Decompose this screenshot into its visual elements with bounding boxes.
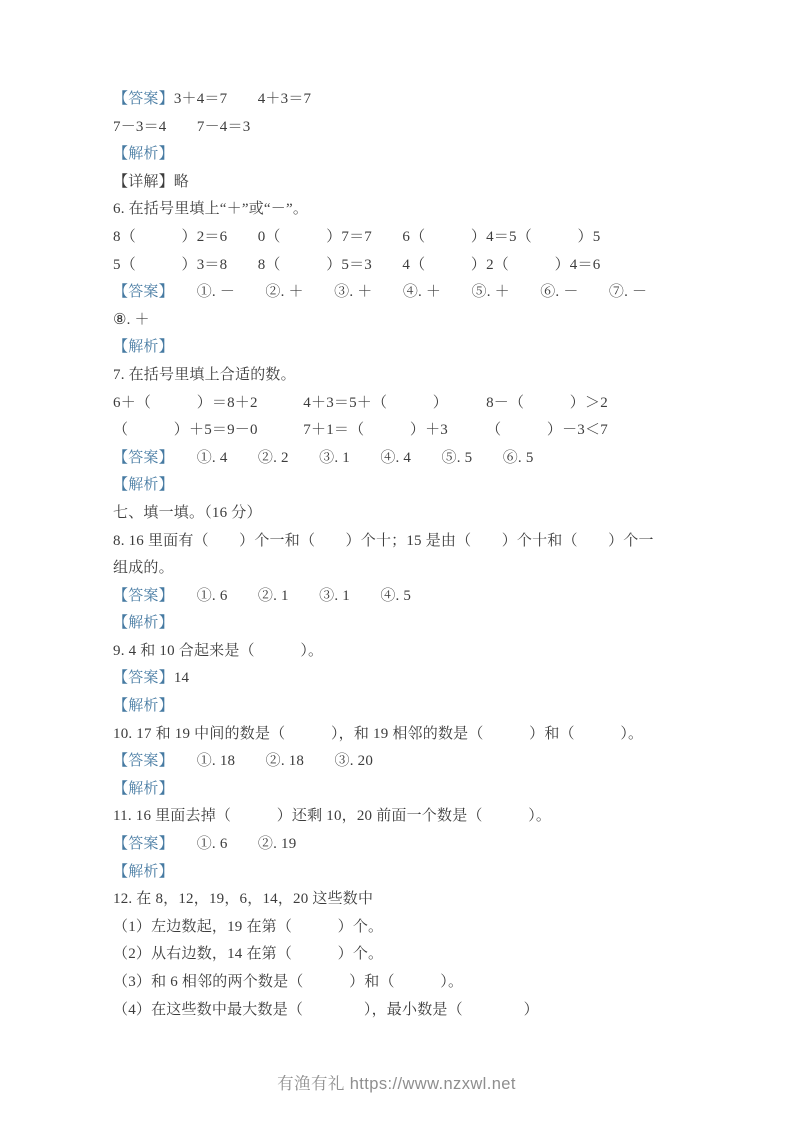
- text-line: [113, 638, 713, 666]
- text-line: [113, 445, 713, 473]
- text-segment: 3＋4＝7 4＋3＝7: [173, 91, 312, 107]
- text-line: [113, 500, 713, 528]
- text-line: [113, 665, 713, 693]
- text-line: [113, 334, 713, 362]
- text-segment: ①. 4 ②. 2 ③. 1 ④. 4 ⑤. 5 ⑥. 5: [166, 449, 534, 466]
- text-line: [113, 86, 713, 114]
- text-segment: 11. 16 里面去掉（ ）还剩 10，20 前面一个数是（ ）。: [113, 808, 552, 825]
- text-line: [113, 969, 713, 997]
- text-segment: 组成的。: [113, 560, 174, 577]
- text-segment: （ ）＋5＝9－0 7＋1＝（ ）＋3 （ ）－3＜7: [113, 422, 608, 439]
- bracket-label: 【解析】: [113, 339, 174, 356]
- text-line: [113, 169, 713, 197]
- text-segment: 9. 4 和 10 合起来是（ ）。: [113, 642, 324, 659]
- text-line: [113, 417, 713, 445]
- text-segment: （1）左边数起，19 在第（ ）个。: [113, 918, 384, 935]
- text-line: [113, 831, 713, 859]
- text-segment: 7. 在括号里填上合适的数。: [113, 366, 296, 383]
- text-line: [113, 279, 713, 307]
- text-segment: 【详解】略: [113, 173, 190, 190]
- text-segment: 10. 17 和 19 中间的数是（ ），和 19 相邻的数是（ ）和（ ）。: [113, 725, 644, 742]
- text-line: [113, 748, 713, 776]
- text-line: [113, 362, 713, 390]
- bracket-label: 【答案】: [113, 836, 167, 853]
- bracket-label: 【答案】: [113, 670, 174, 687]
- text-segment: 6. 在括号里填上“＋”或“－”。: [113, 201, 309, 218]
- bracket-label: 【解析】: [113, 863, 174, 880]
- text-line: [113, 886, 713, 914]
- text-line: [113, 114, 713, 142]
- text-segment: 14: [173, 670, 190, 687]
- text-line: [113, 693, 713, 721]
- bracket-label: 【答案】: [113, 587, 167, 604]
- text-segment: （4）在这些数中最大数是（ ），最小数是（ ）: [113, 1001, 539, 1018]
- bracket-label: 【答案】: [113, 449, 167, 466]
- text-segment: 5（ ）3＝8 8（ ）5＝3 4（ ）2（ ）4＝6: [113, 256, 601, 273]
- text-segment: 8. 16 里面有（ ）个一和（ ）个十；15 是由（ ）个十和（ ）个一: [113, 532, 654, 549]
- text-line: [113, 914, 713, 942]
- text-line: [113, 610, 713, 638]
- text-line: [113, 224, 713, 252]
- text-line: [113, 555, 713, 583]
- text-line: [113, 721, 713, 749]
- text-line: [113, 196, 713, 224]
- text-segment: 6＋（ ）＝8＋2 4＋3＝5＋（ ） 8－（ ）＞2: [113, 394, 608, 411]
- text-segment: ①. 6 ②. 1 ③. 1 ④. 5: [166, 587, 412, 604]
- text-segment: （3）和 6 相邻的两个数是（ ）和（ ）。: [113, 974, 464, 990]
- text-segment: ①. 6 ②. 19: [166, 836, 297, 853]
- text-segment: ①. 18 ②. 18 ③. 20: [166, 753, 374, 770]
- footer-text: 有渔有礼 https://www.nzxwl.net: [277, 1075, 516, 1093]
- text-line: [113, 252, 713, 280]
- text-line: [113, 997, 713, 1025]
- text-segment: 8（ ）2＝6 0（ ）7＝7 6（ ）4＝5（ ）5: [113, 228, 601, 245]
- text-line: [113, 859, 713, 887]
- text-line: [113, 307, 713, 335]
- text-segment: 12. 在 8，12，19，6，14，20 这些数中: [113, 891, 374, 908]
- bracket-label: 【解析】: [113, 477, 174, 494]
- text-line: [113, 472, 713, 500]
- bracket-label: 【答案】: [113, 284, 167, 301]
- text-segment: ⑧. ＋: [113, 311, 150, 328]
- bracket-label: 【解析】: [113, 146, 174, 163]
- text-segment: ①. － ②. ＋ ③. ＋ ④. ＋ ⑤. ＋ ⑥. － ⑦. －: [166, 284, 648, 301]
- text-line: [113, 141, 713, 169]
- text-segment: 七、填一填。（16 分）: [113, 504, 262, 521]
- text-segment: 7－3＝4 7－4＝3: [113, 118, 251, 135]
- text-line: [113, 390, 713, 418]
- text-line: [113, 941, 713, 969]
- bracket-label: 【解析】: [113, 615, 174, 632]
- text-line: [113, 528, 713, 556]
- text-line: [113, 583, 713, 611]
- document-body: [113, 86, 713, 1024]
- text-line: [113, 803, 713, 831]
- bracket-label: 【解析】: [113, 780, 174, 797]
- page-footer: [0, 1070, 793, 1094]
- bracket-label: 【答案】: [113, 91, 174, 107]
- bracket-label: 【答案】: [113, 753, 167, 770]
- text-line: [113, 776, 713, 804]
- bracket-label: 【解析】: [113, 698, 174, 715]
- text-segment: （2）从右边数，14 在第（ ）个。: [113, 946, 384, 963]
